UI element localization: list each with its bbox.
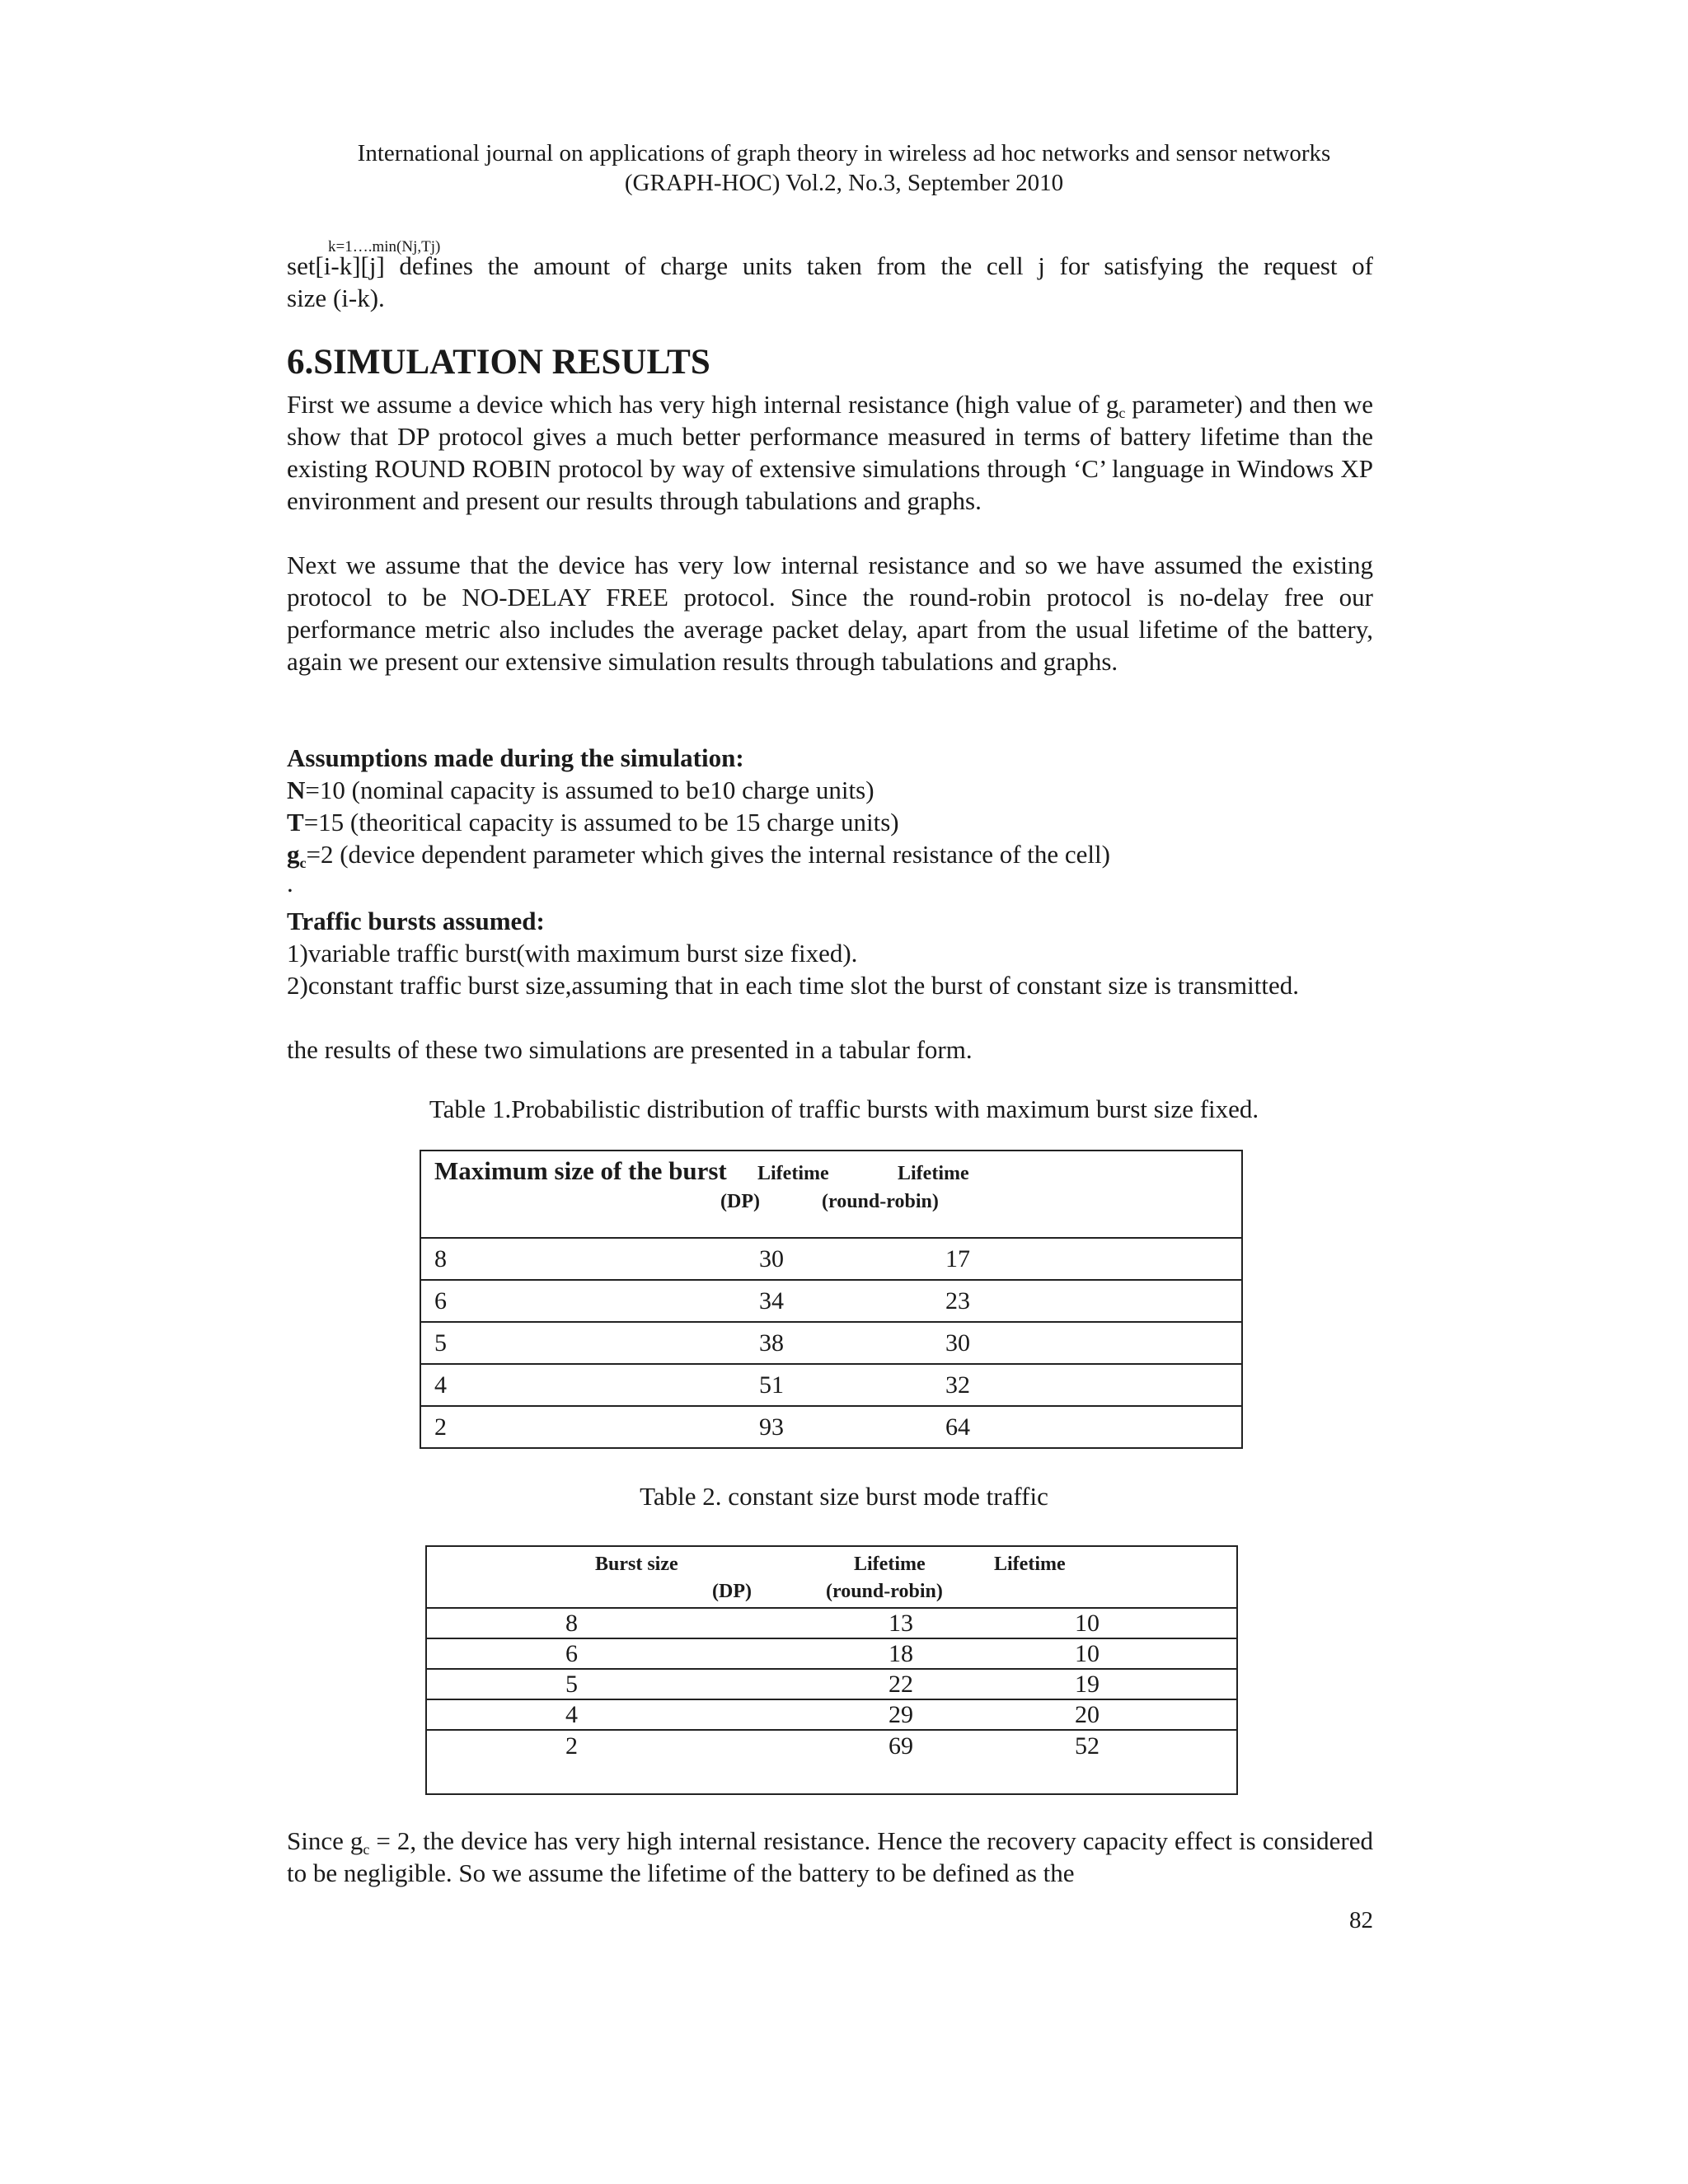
- journal-header: [0, 138, 1688, 198]
- page-number: 82: [1349, 1907, 1373, 1933]
- table2-row5-dp: 69: [889, 1732, 913, 1760]
- paragraph-1: [287, 388, 1373, 517]
- paragraph-1-rest: parameter) and then we show that DP protocol gives a much better performance measured in terms of battery lifetime than the existing ROUND ROBIN protocol by way of extensive simulations through ‘C’ language in Windows XP environment and present our results through tabulations and graphs.: [287, 390, 1373, 515]
- table2-header-cell: [426, 1546, 1237, 1608]
- traffic-summary: the results of these two simulations are presented in a tabular form.: [287, 1035, 973, 1064]
- table2-row3-dp: 22: [889, 1670, 913, 1698]
- table2-row1-dp: 13: [889, 1609, 913, 1637]
- table1-row2-size: 6: [434, 1286, 447, 1315]
- table2-row2-size: 6: [565, 1639, 578, 1667]
- table2-row5-size: 2: [565, 1732, 578, 1760]
- table1-row4-rr: 32: [945, 1371, 970, 1399]
- table1-col3-subheader: (round-robin): [822, 1191, 939, 1212]
- table1-row5-rr: 64: [945, 1413, 970, 1441]
- table2-col2-header: Lifetime: [854, 1554, 926, 1575]
- table2-row4-rr: 20: [1075, 1700, 1100, 1728]
- table-row: [426, 1608, 1237, 1638]
- section-title: [287, 343, 1373, 382]
- table1: [420, 1150, 1243, 1449]
- table1-col2-subheader: (DP): [720, 1191, 760, 1212]
- table2-col2-subheader: (DP): [712, 1581, 752, 1602]
- table1-header-row: [420, 1151, 1242, 1238]
- table1-row4-size: 4: [434, 1371, 447, 1399]
- closing-paragraph: Since $g_c = 2$, the device has very high internal resistance. Hence the recovery capacity effect is considered to be negligible. So we assume the lifetime of the battery to be defined as the: [287, 1826, 1373, 1887]
- table1-row1-dp: 30: [759, 1244, 784, 1272]
- assumption-dot: .: [287, 869, 293, 898]
- table2-row4-size: 4: [565, 1700, 578, 1728]
- table-row: [426, 1730, 1237, 1794]
- assumption-n: N=10 (nominal capacity is assumed to be10 charge units): [287, 776, 874, 804]
- paragraph-2: Next we assume that the device has very low internal resistance and so we have assumed the existing protocol to be NO-DELAY FREE protocol. Since the round-robin protocol is no-delay free our performance metric also includes the average packet delay, apart from the usual lifetime of the battery, again we present our extensive simulation results through tabulations and graphs.: [287, 551, 1373, 676]
- table2-row1-rr: 10: [1075, 1609, 1100, 1637]
- table1-col2-header: Lifetime: [757, 1163, 829, 1184]
- table-row: [420, 1238, 1242, 1280]
- table1-header-cell: [420, 1151, 1242, 1238]
- table-row: [426, 1699, 1237, 1730]
- table1-caption: Table 1.Probabilistic distribution of traffic bursts with maximum burst size fixed.: [429, 1094, 1259, 1123]
- table1-row2-rr: 23: [945, 1286, 970, 1315]
- table2-row5-rr: 52: [1075, 1732, 1100, 1760]
- table2-row1-size: 8: [565, 1609, 578, 1637]
- table-row: [420, 1280, 1242, 1322]
- table-row: [420, 1364, 1242, 1406]
- table1-col1-header: Maximum size of the burst: [434, 1156, 727, 1185]
- table2: [425, 1545, 1238, 1795]
- set-definition-line2: size (i-k).: [287, 284, 385, 312]
- table2-row3-rr: 19: [1075, 1670, 1100, 1698]
- paragraph-1-start: First we assume a device which has very high internal resistance (high value of: [287, 390, 1100, 419]
- table2-header-row: [426, 1546, 1237, 1608]
- table2-caption: Table 2. constant size burst mode traffic: [640, 1482, 1048, 1511]
- table2-col3-header: Lifetime: [994, 1554, 1066, 1575]
- table2-row3-size: 5: [565, 1670, 578, 1698]
- table1-row3-size: 5: [434, 1329, 447, 1357]
- table1-row5-dp: 93: [759, 1413, 784, 1441]
- table2-col1-header: Burst size: [595, 1554, 678, 1575]
- journal-header-line1: International journal on applications of graph theory in wireless ad hoc networks and sensor networks: [357, 140, 1331, 166]
- traffic-item-2: 2)constant traffic burst size,assuming that in each time slot the burst of constant size is transmitted.: [287, 971, 1299, 1000]
- table1-row2-dp: 34: [759, 1286, 784, 1315]
- table2-col3-subheader: (round-robin): [826, 1581, 943, 1602]
- table-row: [420, 1406, 1242, 1448]
- table2-row2-dp: 18: [889, 1639, 913, 1667]
- table1-col3-header: Lifetime: [898, 1163, 969, 1184]
- table1-row5-size: 2: [434, 1413, 447, 1441]
- traffic-item-1: 1)variable traffic burst(with maximum burst size fixed).: [287, 939, 858, 968]
- table-row: [426, 1638, 1237, 1669]
- k-range: k=1….min(Nj,Tj): [328, 238, 441, 255]
- assumption-t: T=15 (theoritical capacity is assumed to be 15 charge units): [287, 808, 899, 837]
- table1-row1-rr: 17: [945, 1244, 970, 1272]
- table-row: [426, 1669, 1237, 1699]
- table1-row3-rr: 30: [945, 1329, 970, 1357]
- table2-row4-dp: 29: [889, 1700, 913, 1728]
- journal-header-line2: (GRAPH-HOC) Vol.2, No.3, September 2010: [624, 170, 1064, 196]
- section-heading: 6.SIMULATION RESULTS: [287, 343, 710, 382]
- g-symbol: $g_c$: [1105, 390, 1126, 421]
- table2-row2-rr: 10: [1075, 1639, 1100, 1667]
- traffic-heading: Traffic bursts assumed:: [287, 907, 545, 935]
- table1-row1-size: 8: [434, 1244, 447, 1272]
- table1-row3-dp: 38: [759, 1329, 784, 1357]
- table1-row4-dp: 51: [759, 1371, 784, 1399]
- assumptions-heading: Assumptions made during the simulation:: [287, 743, 744, 772]
- table-row: [420, 1322, 1242, 1364]
- assumption-g: $g_c=2$ (device dependent parameter which gives the internal resistance of the cell): [287, 840, 1110, 871]
- set-definition-line1: set[i-k][j] defines the amount of charge units taken from the cell j for satisfying the request of: [287, 251, 1373, 280]
